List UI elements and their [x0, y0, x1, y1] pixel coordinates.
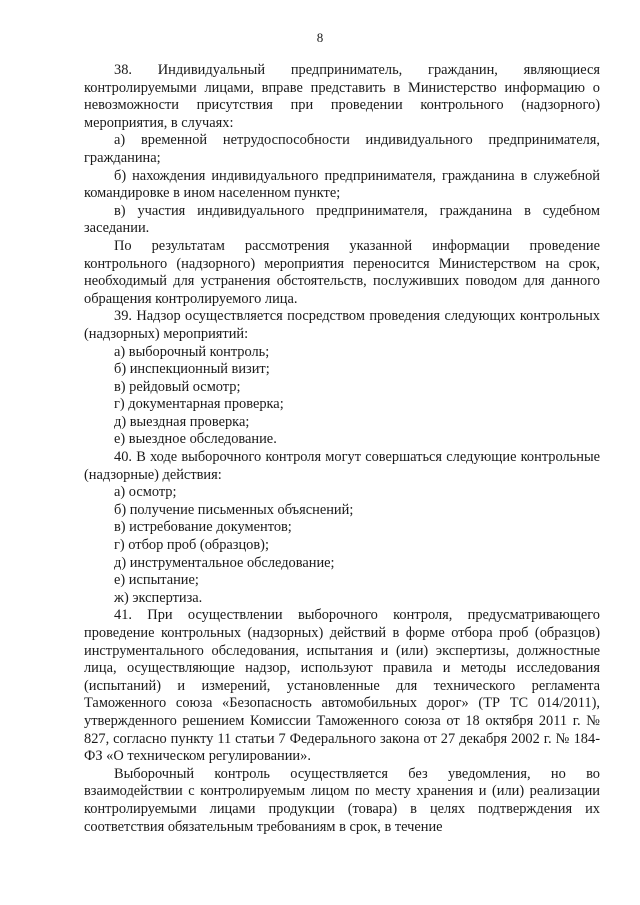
- list-item-39f: е) выездное обследование.: [114, 431, 277, 448]
- list-item-39c: в) рейдовый осмотр;: [114, 378, 241, 395]
- list-item-38b: б) нахождения индивидуального предпринимателя, гражданина в служебной командировке в ином населенном пункте;: [84, 167, 600, 202]
- paragraph-41: 41. При осуществлении выборочного контроля, предусматривающего проведение контрольных (надзорных) действий в форме отбора проб (образцов) инструментального обследования, испытания и (или) экспертизы, должностные лица, осуществляющие надзор, используют правила и методы исследования (испытаний) и измерений, установленные для технического регламента Таможенного союза «Безопасность автомобильных дорог» (ТР ТС 014/2011), утвержденного решением Комиссии Таможенного союза от 18 октября 2011 г. № 827, согласно пункту 11 статьи 7 Федерального закона от 27 декабря 2002 г. № 184-ФЗ «О техническом регулировании».: [84, 607, 600, 765]
- page-number: 8: [316, 30, 324, 45]
- list-item-40b: б) получение письменных объяснений;: [114, 501, 354, 518]
- paragraph-41-continuation: Выборочный контроль осуществляется без уведомления, но во взаимодействии с контролируемым лицом по месту хранения и (или) реализации контролируемыми лицами продукции (товара) в целях подтверждения их соответствия обязательным требованиям в срок, в течение: [84, 765, 600, 835]
- list-item-40a: а) осмотр;: [114, 484, 177, 501]
- paragraph-38-result: По результатам рассмотрения указанной информации проведение контрольного (надзорного) мероприятия переносится Министерством на срок, необходимый для устранения обстоятельств, послуживших поводом для данного обращения контролируемого лица.: [84, 237, 600, 307]
- list-item-40f: е) испытание;: [114, 572, 199, 589]
- paragraph-40-intro: 40. В ходе выборочного контроля могут совершаться следующие контрольные (надзорные) действия:: [84, 449, 600, 483]
- list-item-39d: г) документарная проверка;: [114, 396, 284, 413]
- list-item-40g: ж) экспертиза.: [114, 589, 203, 606]
- list-item-40e: д) инструментальное обследование;: [114, 554, 335, 571]
- list-item-40d: г) отбор проб (образцов);: [114, 537, 269, 554]
- document-body: [84, 62, 600, 836]
- list-item-39e: д) выездная проверка;: [114, 413, 250, 430]
- list-item-38a: а) временной нетрудоспособности индивидуального предпринимателя, гражданина;: [84, 132, 600, 166]
- list-item-40c: в) истребование документов;: [114, 519, 292, 536]
- paragraph-39-intro: 39. Надзор осуществляется посредством проведения следующих контрольных (надзорных) мероприятий:: [84, 308, 600, 342]
- list-item-38c: в) участия индивидуального предпринимателя, гражданина в судебном заседании.: [84, 202, 600, 237]
- list-item-39a: а) выборочный контроль;: [114, 343, 270, 360]
- list-item-39b: б) инспекционный визит;: [114, 361, 270, 378]
- paragraph-38-intro: 38. Индивидуальный предприниматель, гражданин, являющиеся контролируемыми лицами, вправе представить в Министерство информацию о невозможности присутствия при проведении контрольного (надзорного) мероприятия, в случаях:: [84, 62, 600, 131]
